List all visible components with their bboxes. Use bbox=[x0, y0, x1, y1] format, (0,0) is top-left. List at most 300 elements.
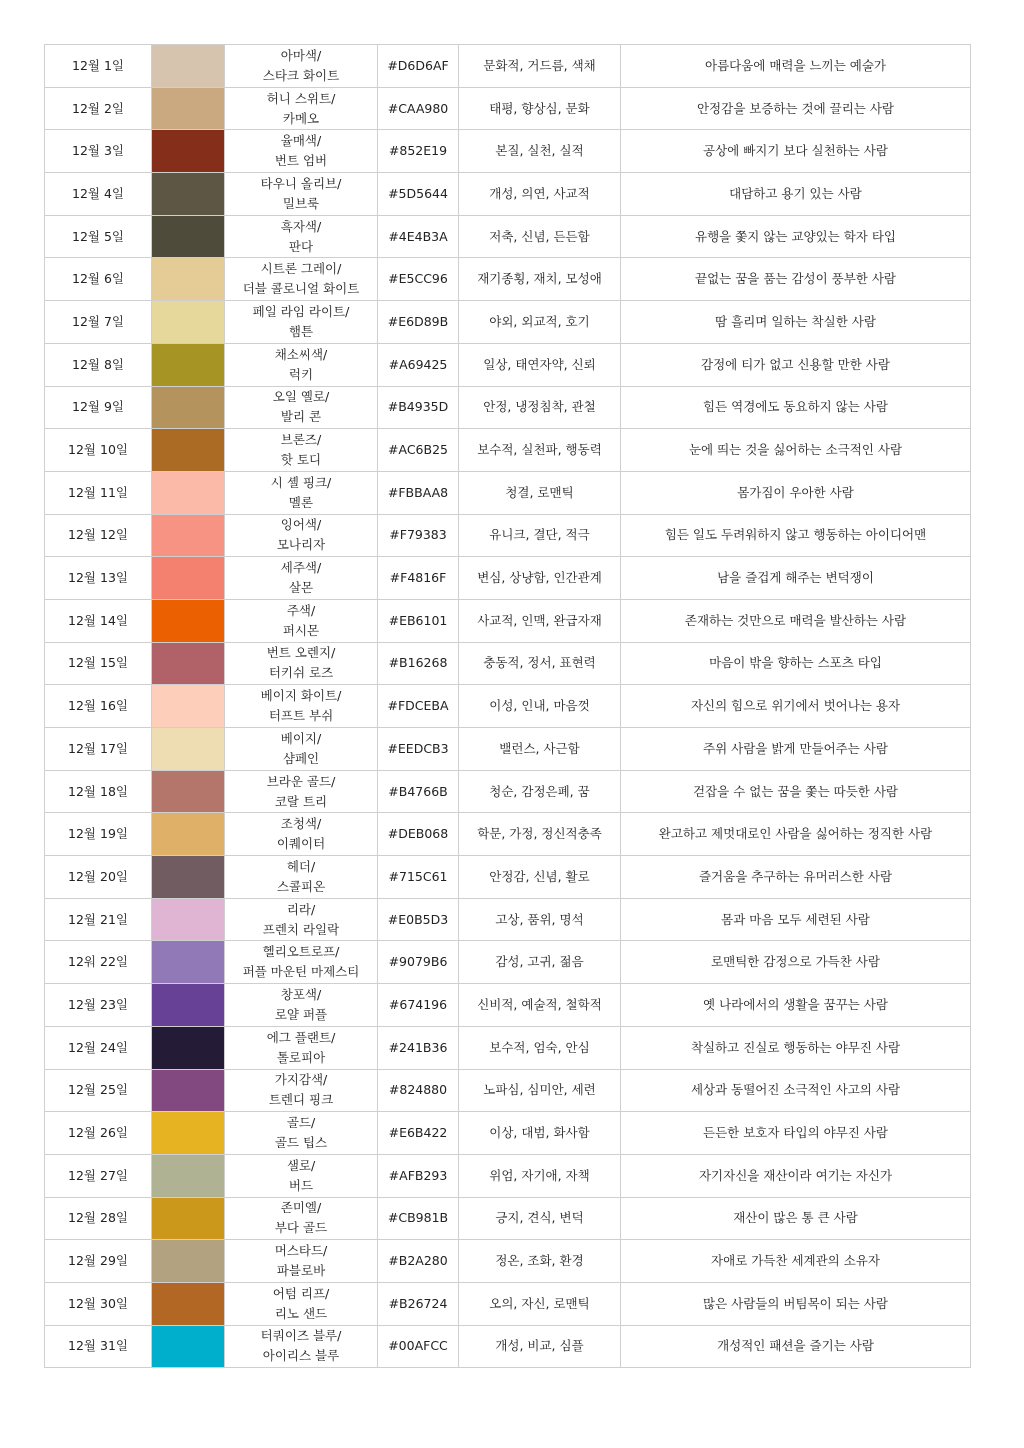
color-name-line2: 햄튼 bbox=[288, 323, 314, 339]
description-cell: 힘든 일도 두려워하지 않고 행동하는 아이디어맨 bbox=[621, 514, 971, 557]
color-name-cell bbox=[225, 599, 378, 642]
hex-code-cell: #4E4B3A bbox=[378, 215, 459, 258]
hex-code-cell: #824880 bbox=[378, 1069, 459, 1112]
color-name-line2: 살몬 bbox=[288, 580, 314, 596]
date-cell: 12월 3일 bbox=[45, 130, 152, 173]
hex-code-cell: #A69425 bbox=[378, 343, 459, 386]
color-name-line1: 주색/ bbox=[286, 602, 316, 618]
color-swatch bbox=[152, 770, 225, 813]
color-swatch bbox=[152, 386, 225, 429]
color-swatch bbox=[152, 429, 225, 472]
color-name-line1: 율매색/ bbox=[280, 133, 322, 149]
color-name-cell bbox=[225, 1154, 378, 1197]
color-name-line1: 헬리오트로프/ bbox=[262, 944, 340, 960]
color-name-line1: 아마색/ bbox=[280, 47, 322, 63]
table-row bbox=[45, 898, 971, 941]
table-row bbox=[45, 1069, 971, 1112]
color-name-cell bbox=[225, 429, 378, 472]
keywords-cell: 저축, 신념, 든든함 bbox=[459, 215, 621, 258]
description-cell: 유행을 쫓지 않는 교양있는 학자 타입 bbox=[621, 215, 971, 258]
color-name-line2: 발리 콘 bbox=[280, 409, 322, 425]
color-swatch-fill bbox=[152, 88, 224, 130]
hex-code-cell: #F4816F bbox=[378, 557, 459, 600]
color-name-line1: 터쿼이즈 블루/ bbox=[260, 1328, 342, 1344]
hex-code-cell: #B26724 bbox=[378, 1282, 459, 1325]
color-swatch bbox=[152, 599, 225, 642]
hex-code-cell: #E6B422 bbox=[378, 1112, 459, 1155]
color-name-line1: 흑자색/ bbox=[280, 218, 322, 234]
description-cell: 공상에 빠지기 보다 실천하는 사람 bbox=[621, 130, 971, 173]
keywords-cell: 노파심, 심미안, 세련 bbox=[459, 1069, 621, 1112]
table-row bbox=[45, 1154, 971, 1197]
color-name-line2: 퍼플 마운틴 마제스티 bbox=[242, 964, 360, 980]
hex-code-cell: #EEDCB3 bbox=[378, 728, 459, 771]
color-name-line1: 헤더/ bbox=[286, 858, 316, 874]
description-cell: 마음이 밖을 향하는 스포츠 타입 bbox=[621, 642, 971, 685]
color-swatch-fill bbox=[152, 45, 224, 87]
keywords-cell: 이성, 인내, 마음껏 bbox=[459, 685, 621, 728]
table-row bbox=[45, 429, 971, 472]
keywords-cell: 이상, 대범, 화사함 bbox=[459, 1112, 621, 1155]
color-name-line2: 럭키 bbox=[288, 366, 314, 382]
color-name-cell bbox=[225, 898, 378, 941]
color-name-line2: 이퀘이터 bbox=[276, 836, 326, 852]
color-swatch bbox=[152, 984, 225, 1027]
color-swatch-fill bbox=[152, 1155, 224, 1197]
color-swatch bbox=[152, 471, 225, 514]
color-name-cell bbox=[225, 173, 378, 216]
color-swatch bbox=[152, 1240, 225, 1283]
keywords-cell: 태평, 향상심, 문화 bbox=[459, 87, 621, 130]
keywords-cell: 야외, 외교적, 호기 bbox=[459, 301, 621, 344]
date-cell: 12월 17일 bbox=[45, 728, 152, 771]
color-name-cell bbox=[225, 471, 378, 514]
color-name-line2: 아이리스 블루 bbox=[262, 1348, 340, 1364]
hex-code-cell: #E5CC96 bbox=[378, 258, 459, 301]
date-cell: 12월 15일 bbox=[45, 642, 152, 685]
keywords-cell: 안정, 냉정침착, 관철 bbox=[459, 386, 621, 429]
date-cell: 12월 2일 bbox=[45, 87, 152, 130]
table-row bbox=[45, 1325, 971, 1368]
color-swatch-fill bbox=[152, 557, 224, 599]
color-name-cell bbox=[225, 514, 378, 557]
color-name-cell bbox=[225, 386, 378, 429]
color-name-cell bbox=[225, 770, 378, 813]
date-cell: 12월 14일 bbox=[45, 599, 152, 642]
date-cell: 12월 26일 bbox=[45, 1112, 152, 1155]
description-cell: 몸과 마음 모두 세련된 사람 bbox=[621, 898, 971, 941]
table-row bbox=[45, 301, 971, 344]
hex-code-cell: #715C61 bbox=[378, 856, 459, 899]
description-cell: 아름다움에 매력을 느끼는 예술가 bbox=[621, 45, 971, 88]
color-swatch-fill bbox=[152, 1070, 224, 1112]
table-row bbox=[45, 1282, 971, 1325]
date-cell: 12월 13일 bbox=[45, 557, 152, 600]
hex-code-cell: #674196 bbox=[378, 984, 459, 1027]
color-name-line1: 허니 스위트/ bbox=[266, 90, 336, 106]
date-cell: 12월 30일 bbox=[45, 1282, 152, 1325]
table-row bbox=[45, 471, 971, 514]
hex-code-cell: #B2A280 bbox=[378, 1240, 459, 1283]
color-swatch bbox=[152, 343, 225, 386]
color-swatch-fill bbox=[152, 685, 224, 727]
hex-code-cell: #5D5644 bbox=[378, 173, 459, 216]
color-name-line1: 머스타드/ bbox=[274, 1243, 328, 1259]
color-swatch bbox=[152, 898, 225, 941]
hex-code-cell: #B16268 bbox=[378, 642, 459, 685]
keywords-cell: 청결, 로맨틱 bbox=[459, 471, 621, 514]
color-name-cell bbox=[225, 87, 378, 130]
color-name-line2: 스콜피온 bbox=[276, 878, 326, 894]
description-cell: 자기자신을 재산이라 여기는 자신가 bbox=[621, 1154, 971, 1197]
date-cell: 12월 16일 bbox=[45, 685, 152, 728]
color-swatch-fill bbox=[152, 643, 224, 685]
color-swatch bbox=[152, 1112, 225, 1155]
table-row bbox=[45, 130, 971, 173]
hex-code-cell: #EB6101 bbox=[378, 599, 459, 642]
table-row bbox=[45, 642, 971, 685]
keywords-cell: 신비적, 예술적, 철학적 bbox=[459, 984, 621, 1027]
color-name-cell bbox=[225, 941, 378, 984]
color-name-line1: 채소씨색/ bbox=[274, 346, 328, 362]
keywords-cell: 오의, 자신, 로맨틱 bbox=[459, 1282, 621, 1325]
description-cell: 로맨틱한 감정으로 가득찬 사람 bbox=[621, 941, 971, 984]
date-cell: 12월 5일 bbox=[45, 215, 152, 258]
description-cell: 감정에 티가 없고 신용할 만한 사람 bbox=[621, 343, 971, 386]
description-cell: 많은 사람들의 버팀목이 되는 사람 bbox=[621, 1282, 971, 1325]
hex-code-cell: #CB981B bbox=[378, 1197, 459, 1240]
color-name-cell bbox=[225, 642, 378, 685]
color-name-line1: 베이지/ bbox=[280, 730, 322, 746]
color-swatch-fill bbox=[152, 813, 224, 855]
color-swatch-fill bbox=[152, 173, 224, 215]
color-swatch-fill bbox=[152, 515, 224, 557]
color-name-line2: 리노 샌드 bbox=[274, 1305, 328, 1321]
keywords-cell: 재기종횡, 재치, 모성애 bbox=[459, 258, 621, 301]
color-name-line2: 톨로피아 bbox=[276, 1049, 326, 1065]
color-name-line2: 스타크 화이트 bbox=[262, 67, 340, 83]
description-cell: 걷잡을 수 없는 꿈을 쫓는 따듯한 사람 bbox=[621, 770, 971, 813]
color-swatch-fill bbox=[152, 941, 224, 983]
color-name-cell bbox=[225, 1282, 378, 1325]
table-row bbox=[45, 856, 971, 899]
keywords-cell: 긍지, 견식, 변덕 bbox=[459, 1197, 621, 1240]
color-swatch bbox=[152, 514, 225, 557]
date-cell: 12월 12일 bbox=[45, 514, 152, 557]
hex-code-cell: #D6D6AF bbox=[378, 45, 459, 88]
table-row bbox=[45, 685, 971, 728]
hex-code-cell: #00AFCC bbox=[378, 1325, 459, 1368]
date-cell: 12월 1일 bbox=[45, 45, 152, 88]
color-swatch bbox=[152, 685, 225, 728]
color-name-line1: 시트론 그레이/ bbox=[260, 261, 342, 277]
color-name-line2: 프렌치 라일락 bbox=[262, 921, 340, 937]
color-swatch-fill bbox=[152, 1240, 224, 1282]
color-swatch-fill bbox=[152, 1326, 224, 1368]
color-swatch-fill bbox=[152, 472, 224, 514]
keywords-cell: 유니크, 결단, 적극 bbox=[459, 514, 621, 557]
color-swatch-fill bbox=[152, 728, 224, 770]
keywords-cell: 일상, 태연자약, 신뢰 bbox=[459, 343, 621, 386]
color-name-line2: 버드 bbox=[288, 1177, 314, 1193]
date-cell: 12월 21일 bbox=[45, 898, 152, 941]
keywords-cell: 충동적, 정서, 표현력 bbox=[459, 642, 621, 685]
color-name-cell bbox=[225, 301, 378, 344]
date-cell: 12월 4일 bbox=[45, 173, 152, 216]
color-name-cell bbox=[225, 557, 378, 600]
table-row bbox=[45, 770, 971, 813]
color-name-line2: 터프트 부쉬 bbox=[268, 708, 334, 724]
color-swatch bbox=[152, 130, 225, 173]
table-row bbox=[45, 258, 971, 301]
color-name-line1: 조청색/ bbox=[280, 816, 322, 832]
hex-code-cell: #AC6B25 bbox=[378, 429, 459, 472]
table-row bbox=[45, 343, 971, 386]
table-row bbox=[45, 728, 971, 771]
hex-code-cell: #B4766B bbox=[378, 770, 459, 813]
color-name-line1: 번트 오렌지/ bbox=[266, 645, 336, 661]
color-swatch bbox=[152, 258, 225, 301]
table-row bbox=[45, 1112, 971, 1155]
description-cell: 존재하는 것만으로 매력을 발산하는 사람 bbox=[621, 599, 971, 642]
color-name-line1: 잉어색/ bbox=[280, 517, 322, 533]
date-cell: 12월 31일 bbox=[45, 1325, 152, 1368]
hex-code-cell: #FBBAA8 bbox=[378, 471, 459, 514]
color-swatch bbox=[152, 941, 225, 984]
color-name-line2: 로얄 퍼플 bbox=[274, 1006, 328, 1022]
description-cell: 자애로 가득찬 세계관의 소유자 bbox=[621, 1240, 971, 1283]
keywords-cell: 문화적, 거드름, 색채 bbox=[459, 45, 621, 88]
date-cell: 12월 23일 bbox=[45, 984, 152, 1027]
color-name-cell bbox=[225, 1026, 378, 1069]
hex-code-cell: #CAA980 bbox=[378, 87, 459, 130]
table-row bbox=[45, 984, 971, 1027]
color-swatch bbox=[152, 1325, 225, 1368]
keywords-cell: 고상, 품위, 명석 bbox=[459, 898, 621, 941]
color-name-cell bbox=[225, 984, 378, 1027]
color-name-line1: 에그 플랜트/ bbox=[266, 1029, 336, 1045]
color-swatch bbox=[152, 1069, 225, 1112]
color-name-line1: 골드/ bbox=[286, 1115, 316, 1131]
hex-code-cell: #E0B5D3 bbox=[378, 898, 459, 941]
date-cell: 12월 28일 bbox=[45, 1197, 152, 1240]
table-row bbox=[45, 941, 971, 984]
table-row bbox=[45, 45, 971, 88]
keywords-cell: 본질, 실천, 실적 bbox=[459, 130, 621, 173]
color-swatch-fill bbox=[152, 856, 224, 898]
color-name-cell bbox=[225, 215, 378, 258]
description-cell: 개성적인 패션을 즐기는 사람 bbox=[621, 1325, 971, 1368]
color-swatch-fill bbox=[152, 1198, 224, 1240]
keywords-cell: 정온, 조화, 환경 bbox=[459, 1240, 621, 1283]
date-cell: 12월 20일 bbox=[45, 856, 152, 899]
color-swatch-fill bbox=[152, 344, 224, 386]
color-name-line1: 시 셸 핑크/ bbox=[270, 474, 332, 490]
color-swatch bbox=[152, 87, 225, 130]
color-swatch-fill bbox=[152, 1112, 224, 1154]
color-swatch-fill bbox=[152, 216, 224, 258]
color-name-line1: 샐로/ bbox=[286, 1157, 316, 1173]
description-cell: 재산이 많은 통 큰 사람 bbox=[621, 1197, 971, 1240]
date-cell: 12월 9일 bbox=[45, 386, 152, 429]
description-cell: 완고하고 제멋대로인 사람을 싫어하는 정직한 사람 bbox=[621, 813, 971, 856]
date-cell: 12월 29일 bbox=[45, 1240, 152, 1283]
color-name-line1: 베이지 화이트/ bbox=[260, 688, 342, 704]
color-swatch bbox=[152, 557, 225, 600]
description-cell: 몸가짐이 우아한 사람 bbox=[621, 471, 971, 514]
table-row bbox=[45, 1026, 971, 1069]
hex-code-cell: #852E19 bbox=[378, 130, 459, 173]
birthday-color-table bbox=[44, 44, 971, 1368]
color-name-cell bbox=[225, 343, 378, 386]
keywords-cell: 청순, 감정은폐, 꿈 bbox=[459, 770, 621, 813]
description-cell: 세상과 동떨어진 소극적인 사고의 사람 bbox=[621, 1069, 971, 1112]
description-cell: 대담하고 용기 있는 사람 bbox=[621, 173, 971, 216]
table-body bbox=[45, 45, 971, 1368]
color-swatch-fill bbox=[152, 899, 224, 941]
color-swatch bbox=[152, 215, 225, 258]
description-cell: 끝없는 꿈을 품는 감성이 풍부한 사람 bbox=[621, 258, 971, 301]
date-cell: 12월 10일 bbox=[45, 429, 152, 472]
color-name-line2: 멜론 bbox=[288, 494, 314, 510]
keywords-cell: 감성, 고귀, 젊음 bbox=[459, 941, 621, 984]
keywords-cell: 사교적, 인맥, 완급자재 bbox=[459, 599, 621, 642]
color-name-line1: 타우니 올리브/ bbox=[260, 175, 342, 191]
color-swatch bbox=[152, 45, 225, 88]
color-name-cell bbox=[225, 728, 378, 771]
color-swatch bbox=[152, 173, 225, 216]
color-name-cell bbox=[225, 1197, 378, 1240]
color-name-line1: 브론즈/ bbox=[280, 432, 322, 448]
description-cell: 안정감을 보증하는 것에 끌리는 사람 bbox=[621, 87, 971, 130]
color-swatch-fill bbox=[152, 429, 224, 471]
color-name-line1: 세주색/ bbox=[280, 560, 322, 576]
description-cell: 착실하고 진실로 행동하는 야무진 사람 bbox=[621, 1026, 971, 1069]
keywords-cell: 개성, 의연, 사교적 bbox=[459, 173, 621, 216]
color-swatch-fill bbox=[152, 301, 224, 343]
color-swatch bbox=[152, 1282, 225, 1325]
keywords-cell: 밸런스, 사근함 bbox=[459, 728, 621, 771]
color-name-cell bbox=[225, 685, 378, 728]
color-name-cell bbox=[225, 1112, 378, 1155]
color-name-line1: 페일 라임 라이트/ bbox=[252, 303, 350, 319]
keywords-cell: 보수적, 엄숙, 안심 bbox=[459, 1026, 621, 1069]
color-name-line2: 모나리자 bbox=[276, 537, 326, 553]
color-swatch-fill bbox=[152, 258, 224, 300]
description-cell: 땀 흘리며 일하는 착실한 사람 bbox=[621, 301, 971, 344]
color-swatch bbox=[152, 301, 225, 344]
table-row bbox=[45, 173, 971, 216]
hex-code-cell: #FDCEBA bbox=[378, 685, 459, 728]
table-row bbox=[45, 813, 971, 856]
date-cell: 12워 22일 bbox=[45, 941, 152, 984]
hex-code-cell: #F79383 bbox=[378, 514, 459, 557]
color-swatch-fill bbox=[152, 1283, 224, 1325]
description-cell: 자신의 힘으로 위기에서 벗어나는 용자 bbox=[621, 685, 971, 728]
hex-code-cell: #9079B6 bbox=[378, 941, 459, 984]
color-name-cell bbox=[225, 45, 378, 88]
keywords-cell: 학문, 가정, 정신적충족 bbox=[459, 813, 621, 856]
color-swatch-fill bbox=[152, 387, 224, 429]
hex-code-cell: #241B36 bbox=[378, 1026, 459, 1069]
color-name-line1: 가지감색/ bbox=[274, 1072, 328, 1088]
color-name-line2: 더블 콜로니얼 화이트 bbox=[242, 281, 360, 297]
description-cell: 든든한 보호자 타입의 야무진 사람 bbox=[621, 1112, 971, 1155]
keywords-cell: 개성, 비교, 심플 bbox=[459, 1325, 621, 1368]
color-name-line1: 브라운 골드/ bbox=[266, 773, 336, 789]
keywords-cell: 변심, 상냥함, 인간관계 bbox=[459, 557, 621, 600]
color-name-line2: 터키쉬 로즈 bbox=[268, 665, 334, 681]
keywords-cell: 보수적, 실천파, 행동력 bbox=[459, 429, 621, 472]
color-swatch bbox=[152, 642, 225, 685]
color-name-cell bbox=[225, 130, 378, 173]
color-name-line2: 판다 bbox=[288, 238, 314, 254]
description-cell: 남을 즐겁게 해주는 변덕쟁이 bbox=[621, 557, 971, 600]
color-name-line1: 존미엘/ bbox=[280, 1200, 322, 1216]
color-name-cell bbox=[225, 1240, 378, 1283]
table-row bbox=[45, 557, 971, 600]
color-swatch bbox=[152, 1197, 225, 1240]
color-swatch-fill bbox=[152, 600, 224, 642]
color-name-line2: 파블로바 bbox=[276, 1263, 326, 1279]
table-row bbox=[45, 386, 971, 429]
color-name-line2: 번트 엄버 bbox=[274, 153, 328, 169]
color-name-line2: 핫 토디 bbox=[280, 452, 322, 468]
color-swatch bbox=[152, 856, 225, 899]
date-cell: 12월 25일 bbox=[45, 1069, 152, 1112]
date-cell: 12월 7일 bbox=[45, 301, 152, 344]
description-cell: 즐거움을 추구하는 유머러스한 사람 bbox=[621, 856, 971, 899]
color-name-cell bbox=[225, 1325, 378, 1368]
color-name-line2: 밀브룩 bbox=[282, 195, 320, 211]
color-swatch bbox=[152, 1154, 225, 1197]
color-name-cell bbox=[225, 813, 378, 856]
hex-code-cell: #DEB068 bbox=[378, 813, 459, 856]
table-row bbox=[45, 1197, 971, 1240]
color-swatch bbox=[152, 728, 225, 771]
date-cell: 12월 18일 bbox=[45, 770, 152, 813]
color-name-line2: 퍼시몬 bbox=[282, 622, 320, 638]
keywords-cell: 안정감, 신념, 활로 bbox=[459, 856, 621, 899]
description-cell: 옛 나라에서의 생활을 꿈꾸는 사람 bbox=[621, 984, 971, 1027]
hex-code-cell: #B4935D bbox=[378, 386, 459, 429]
color-swatch-fill bbox=[152, 771, 224, 813]
date-cell: 12월 19일 bbox=[45, 813, 152, 856]
table-row bbox=[45, 87, 971, 130]
color-swatch-fill bbox=[152, 984, 224, 1026]
table-row bbox=[45, 599, 971, 642]
description-cell: 눈에 띄는 것을 싫어하는 소극적인 사람 bbox=[621, 429, 971, 472]
color-name-line1: 어텀 리프/ bbox=[272, 1285, 330, 1301]
color-name-line1: 리라/ bbox=[286, 901, 316, 917]
color-swatch bbox=[152, 1026, 225, 1069]
table-row bbox=[45, 1240, 971, 1283]
color-name-cell bbox=[225, 258, 378, 301]
table-row bbox=[45, 514, 971, 557]
description-cell: 힘든 역경에도 동요하지 않는 사람 bbox=[621, 386, 971, 429]
color-name-line2: 트렌디 핑크 bbox=[268, 1092, 334, 1108]
description-cell: 주위 사람을 밝게 만들어주는 사람 bbox=[621, 728, 971, 771]
hex-code-cell: #E6D89B bbox=[378, 301, 459, 344]
color-name-line2: 골드 팁스 bbox=[274, 1135, 328, 1151]
color-name-line1: 오일 옐로/ bbox=[272, 389, 330, 405]
date-cell: 12월 11일 bbox=[45, 471, 152, 514]
color-swatch bbox=[152, 813, 225, 856]
date-cell: 12월 27일 bbox=[45, 1154, 152, 1197]
color-name-cell bbox=[225, 856, 378, 899]
color-name-cell bbox=[225, 1069, 378, 1112]
date-cell: 12월 8일 bbox=[45, 343, 152, 386]
